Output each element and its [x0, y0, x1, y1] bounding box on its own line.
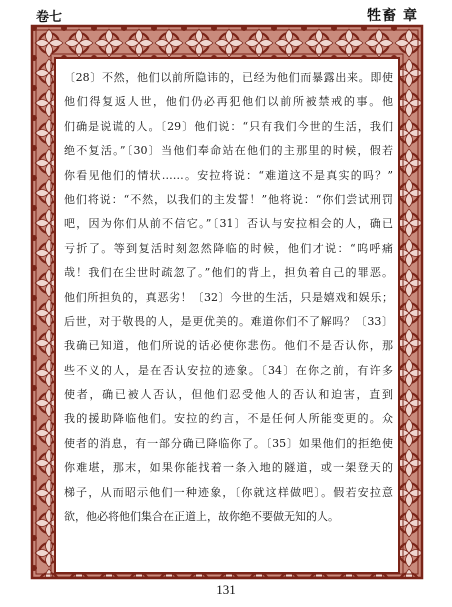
chapter-title: 牲畜 章: [367, 8, 418, 24]
text-line: 你看见他们的情状……。安拉将说：“难道这不是真实的吗？”: [64, 168, 393, 182]
text-line: 哉！我们在尘世时疏忽了。”他们的背上，担负着自己的罪恶。: [64, 266, 393, 280]
text-line: 后世，对于敬畏的人，是更优美的。难道你们不了解吗？〔33〕: [64, 314, 393, 328]
text-line: 我确已知道，他们所说的话必使你悲伤。他们不是否认你，那: [64, 339, 393, 353]
volume-label: 卷七: [36, 10, 63, 25]
text-line: 我的援助降临他们。安拉的约言，不是任何人所能变更的。众: [64, 412, 393, 426]
text-line: 梯子，从而昭示他们一种迹象，〔你就这样做吧〕。假若安拉意: [64, 485, 393, 499]
text-line: 你难堪，那末，如果你能找着一条入地的隧道，或一架登天的: [64, 461, 393, 475]
text-line: 使者，确已被人否认，但他们忍受他人的否认和迫害，直到: [64, 388, 393, 402]
text-line: 们确是说谎的人。〔29〕他们说：“只有我们今世的生活，我们: [64, 119, 393, 133]
text-line: 他们得复返人世，他们仍必再犯他们以前所被禁戒的事。他: [64, 95, 393, 109]
text-line: 些不义的人，是在否认安拉的迹象。〔34〕在你之前，有许多: [64, 363, 393, 377]
text-line: 〔28〕不然，他们以前所隐讳的，已经为他们而暴露出来。即使: [64, 71, 393, 84]
text-line: 欲，他必将他们集合在正道上，故你绝不要做无知的人。: [64, 510, 339, 524]
text-line: 绝不复活。”〔30〕当他们奉命站在他们的主那里的时候，假若: [64, 144, 393, 158]
text-line: 他们将说：“不然，以我们的主发誓！”他将说：“你们尝试刑罚: [64, 192, 393, 206]
text-line: 使者的消息，有一部分确已降临你了。〔35〕如果他们的拒绝使: [64, 436, 393, 450]
text-line: 吧，因为你们从前不信它。”〔31〕否认与安拉相会的人，确已: [64, 217, 393, 231]
text-line: 他们所担负的，真恶劣！〔32〕今世的生活，只是嬉戏和娱乐；: [64, 290, 393, 304]
page-number: 131: [216, 582, 236, 597]
text-line: 亏折了。等到复活时刻忽然降临的时候，他们才说：“呜呼痛: [64, 241, 393, 255]
body-text: [60, 63, 395, 568]
